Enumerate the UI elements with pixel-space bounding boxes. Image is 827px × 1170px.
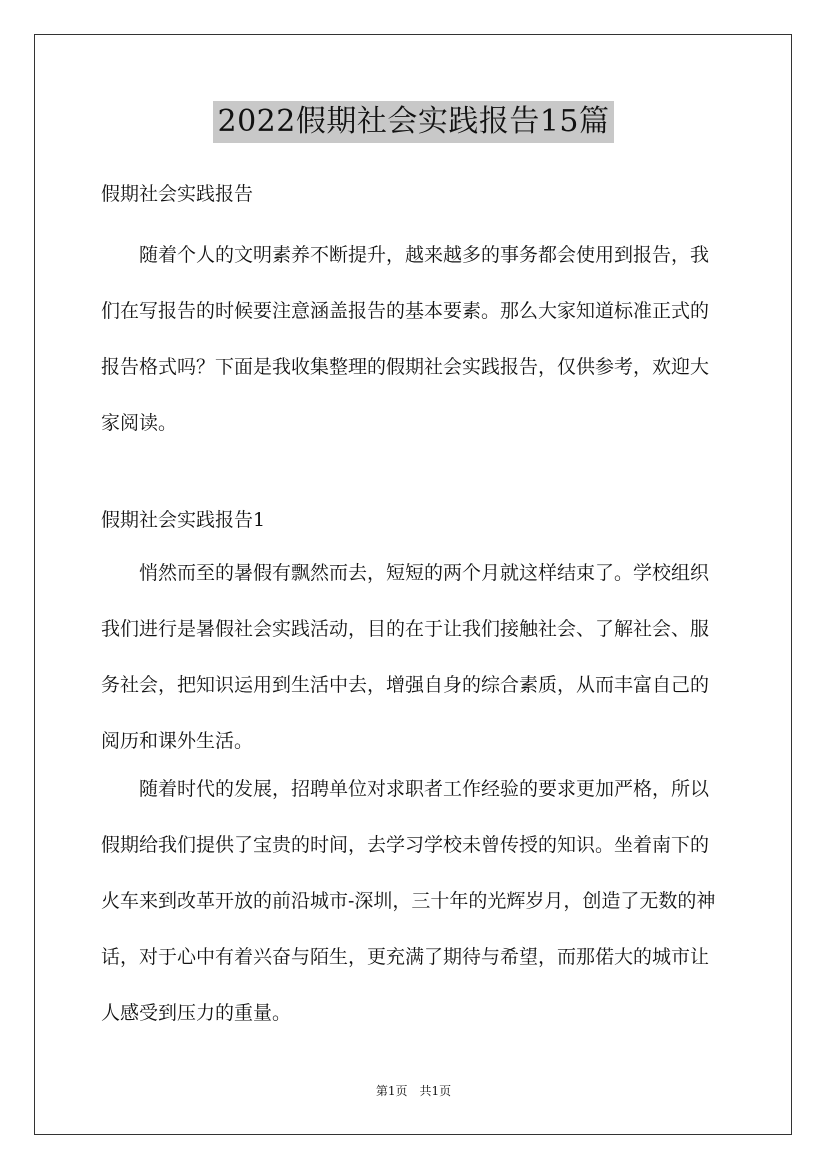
page-number: 第1页 [375, 1084, 408, 1098]
page-total: 共1页 [419, 1084, 452, 1098]
intro-paragraph: 随着个人的文明素养不断提升，越来越多的事务都会使用到报告，我们在写报告的时候要注意涵盖报告的基本要素。那么大家知道标准正式的报告格式吗？下面是我收集整理的假期社会实践报告，仅供参考，欢迎大家阅读。 [101, 244, 710, 434]
document-title: 2022假期社会实践报告15篇 [213, 101, 613, 143]
intro-heading: 假期社会实践报告 [101, 183, 254, 205]
page-footer [0, 1083, 827, 1099]
section1-paragraph-2: 随着时代的发展，招聘单位对求职者工作经验的要求更加严格，所以假期给我们提供了宝贵的时间，去学习学校未曾传授的知识。坐着南下的火车来到改革开放的前沿城市-深圳，三十年的光辉岁月，创造了无数的神话，对于心中有着兴奋与陌生，更充满了期待与希望，而那偌大的城市让人感受到压力的重量。 [101, 778, 716, 1024]
section1-paragraph-1: 悄然而至的暑假有飘然而去，短短的两个月就这样结束了。学校组织我们进行是暑假社会实践活动，目的在于让我们接触社会、了解社会、服务社会，把知识运用到生活中去，增强自身的综合素质，从而丰富自己的阅历和课外生活。 [101, 562, 710, 752]
title-container [0, 101, 827, 143]
section1-heading: 假期社会实践报告1 [101, 509, 266, 531]
